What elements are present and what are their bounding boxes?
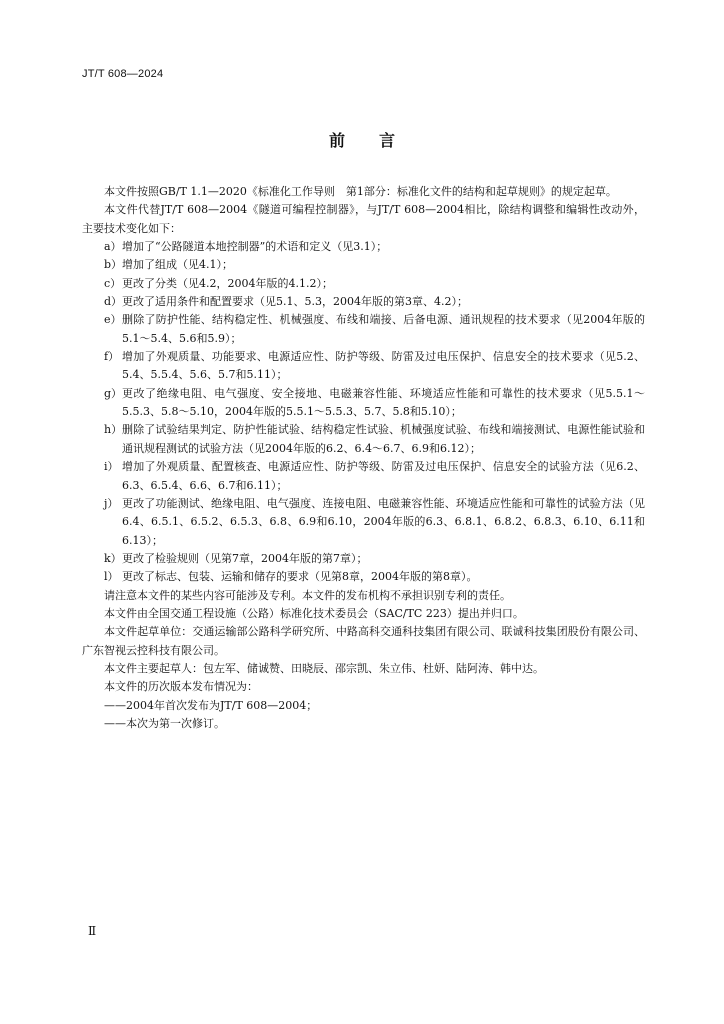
change-item-label: d）: [104, 295, 123, 309]
change-item-text: 增加了“公路隧道本地控制器”的术语和定义（见3.1）；: [122, 240, 388, 254]
page-number: Ⅱ: [88, 924, 97, 938]
change-item-label: j）: [104, 496, 119, 510]
change-item-text: 更改了分类（见4.2，2004年版的4.1.2）；: [122, 276, 333, 290]
change-item-text: 更改了绝缘电阻、电气强度、安全接地、电磁兼容性能、环境适应性能和可靠性的技术要求（见5.5.1～5.5.3、5.8～5.10，2004年版的5.5.1～5.5.3、5.7、5.8和5.10）；: [122, 386, 645, 419]
change-item: [82, 348, 645, 385]
document-code: JT/T 608—2024: [82, 68, 164, 80]
version-history-item: ——2004年首次发布为JT/T 608—2004；: [104, 698, 318, 712]
version-history-intro: 本文件的历次版本发布情况为：: [104, 680, 258, 694]
document-body: [82, 183, 645, 733]
drafting-units: 本文件起草单位：交通运输部公路科学研究所、中路高科交通科技集团有限公司、联诚科技集团股份有限公司、广东智视云控科技有限公司。: [82, 625, 645, 657]
change-item: [82, 238, 645, 256]
change-item: [82, 421, 645, 458]
proposer-statement: 本文件由全国交通工程设施（公路）标准化技术委员会（SAC/TC 223）提出并归口。: [104, 606, 524, 620]
change-item-text: 删除了试验结果判定、防护性能试验、结构稳定性试验、机械强度试验、布线和端接测试、电源性能试验和通讯规程测试的试验方法（见2004年版的6.2、6.4～6.7、6.9和6.12）；: [122, 423, 645, 455]
change-item: [82, 568, 645, 586]
change-item-label: f）: [104, 350, 120, 364]
change-item-label: a）: [104, 240, 122, 254]
change-item-label: c）: [104, 276, 122, 290]
main-drafters: 本文件主要起草人：包左军、储诚赞、田晓辰、邵宗凯、朱立伟、杜妍、陆阿涛、韩中达。: [104, 661, 544, 675]
change-item-label: k）: [104, 551, 122, 565]
change-item-label: g）: [104, 386, 123, 400]
intro-paragraph: 本文件按照GB/T 1.1—2020《标准化工作导则 第1部分：标准化文件的结构和起草规则》的规定起草。: [104, 185, 617, 198]
change-item-text: 更改了适用条件和配置要求（见5.1、5.3，2004年版的第3章、4.2）；: [122, 295, 468, 309]
change-item-label: i）: [104, 460, 119, 474]
change-item: [82, 385, 645, 422]
intro-paragraph: 本文件代替JT/T 608—2004《隧道可编程控制器》，与JT/T 608—2004相比，除结构调整和编辑性改动外，主要技术变化如下：: [82, 203, 645, 235]
change-item-text: 增加了外观质量、配置核查、电源适应性、防护等级、防雷及过电压保护、信息安全的试验方法（见6.2、6.3、6.5.4、6.6、6.7和6.11）；: [122, 460, 645, 492]
change-item-text: 删除了防护性能、结构稳定性、机械强度、布线和端接、后备电源、通讯规程的技术要求（见2004年版的5.1～5.4、5.6和5.9）；: [122, 313, 645, 345]
change-item-label: h）: [104, 423, 123, 437]
change-item-label: e）: [104, 313, 122, 327]
change-item-label: l）: [104, 570, 119, 584]
version-history-item: ——本次为第一次修订。: [104, 716, 225, 730]
patent-notice: 请注意本文件的某些内容可能涉及专利。本文件的发布机构不承担识别专利的责任。: [104, 588, 511, 602]
page-title: 前言: [328, 131, 429, 150]
change-item-text: 更改了检验规则（见第7章，2004年版的第7章）；: [122, 551, 368, 565]
change-item: [82, 275, 645, 293]
change-item: [82, 495, 645, 550]
change-item: [82, 293, 645, 311]
change-item-label: b）: [104, 258, 123, 272]
change-item: [82, 458, 645, 495]
change-item: [82, 550, 645, 568]
change-item: [82, 256, 645, 274]
change-item-text: 更改了标志、包装、运输和储存的要求（见第8章，2004年版的第8章）。: [122, 570, 478, 584]
change-item-text: 增加了外观质量、功能要求、电源适应性、防护等级、防雷及过电压保护、信息安全的技术要求（见5.2、5.4、5.5.4、5.6、5.7和5.11）；: [122, 350, 645, 382]
change-list: [82, 238, 645, 587]
change-item-text: 更改了功能测试、绝缘电阻、电气强度、连接电阻、电磁兼容性能、环境适应性能和可靠性的试验方法（见6.4、6.5.1、6.5.2、6.5.3、6.8、6.9和6.10，2004年版的6.3、6.8.1、6.8.2、6.8.3、6.10、6.11和6.13）；: [122, 496, 645, 547]
change-item-text: 增加了组成（见4.1）；: [122, 258, 233, 272]
change-item: [82, 311, 645, 348]
